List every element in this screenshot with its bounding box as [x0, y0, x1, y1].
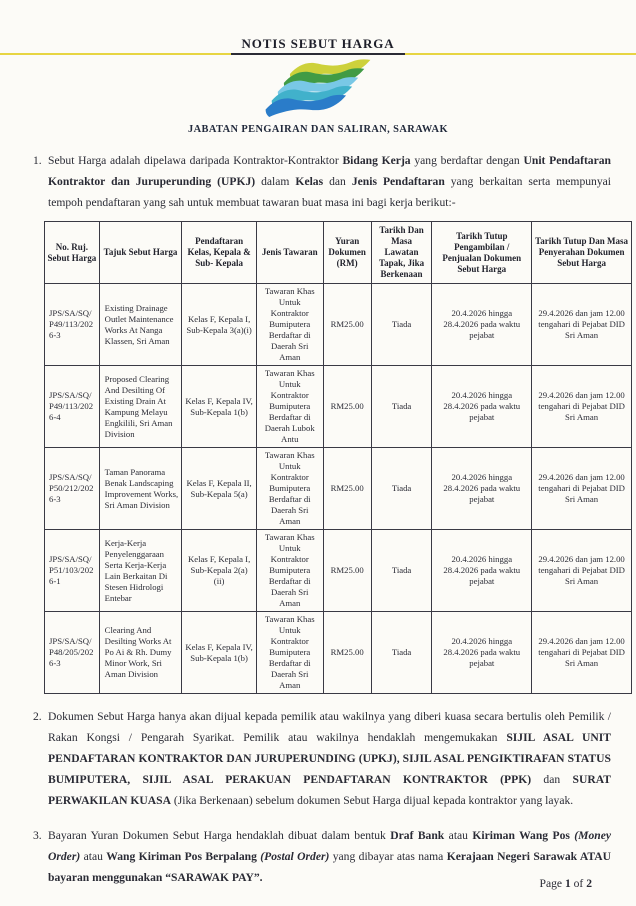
table-cell: Taman Panorama Benak Landscaping Improvement Works, Sri Aman Division: [99, 448, 182, 530]
column-header: Tarikh Tutup Pengambilan / Penjualan Dokumen Sebut Harga: [432, 222, 532, 284]
table-cell: Kelas F, Kepala II, Sub-Kepala 5(a): [182, 448, 256, 530]
table-cell: Tawaran Khas Untuk Kontraktor Bumiputera Berdaftar di Daerah Lubok Antu: [256, 366, 323, 448]
table-cell: Tiada: [371, 530, 432, 612]
paragraph-text: [48, 150, 611, 213]
text-segment: SIJIL ASAL UNIT PENDAFTARAN KONTRAKTOR DAN JURUPERUNDING (UPKJ), SIJIL ASAL PENGIKTIRAFAN STATUS BUMIPUTERA, SIJIL ASAL PERAKUAN PENDAFTARAN KONTRAKTOR (PPK): [48, 731, 612, 786]
table-cell: Tawaran Khas Untuk Kontraktor Bumiputera Berdaftar di Daerah Sri Aman: [256, 448, 323, 530]
table-cell: 20.4.2026 hingga 28.4.2026 pada waktu pejabat: [432, 284, 532, 366]
text-segment: Unit Pendaftaran Kontraktor dan Juruperunding (UPKJ): [48, 154, 611, 188]
text-segment: Kerajaan Negeri Sarawak ATAU bayaran menggunakan “SARAWAK PAY”.: [48, 850, 612, 884]
table-cell: JPS/SA/SQ/P49/113/2026-4: [45, 366, 100, 448]
column-header: Yuran Dokumen (RM): [323, 222, 371, 284]
title-band: [0, 36, 636, 55]
table-cell: 29.4.2026 dan jam 12.00 tengahari di Pejabat DID Sri Aman: [532, 448, 632, 530]
text-segment: Draf Bank: [390, 829, 445, 842]
wave-bands: [266, 59, 371, 117]
text-segment: SURAT PERWAKILAN KUASA: [48, 773, 611, 807]
column-header: Jenis Tawaran: [256, 222, 323, 284]
text-segment: Kiriman Wang Pos: [472, 829, 570, 842]
text-segment: yang berkaitan serta mempunyai tempoh pendaftaran yang sah untuk membuat tawaran buat masa ini bagi kerja berikut:-: [48, 175, 611, 209]
text-segment: 2: [586, 877, 592, 890]
table-cell: 29.4.2026 dan jam 12.00 tengahari di Pejabat DID Sri Aman: [532, 366, 632, 448]
text-segment: Bayaran Yuran Dokumen Sebut Harga hendaklah dibuat dalam bentuk: [48, 829, 391, 842]
table-cell: Tawaran Khas Untuk Kontraktor Bumiputera Berdaftar di Daerah Sri Aman: [256, 612, 323, 694]
table-row: [45, 284, 632, 366]
text-segment: (Postal Order): [260, 850, 330, 863]
did-sarawak-waves-logo: [264, 59, 372, 117]
table-cell: 20.4.2026 hingga 28.4.2026 pada waktu pejabat: [432, 530, 532, 612]
table-cell: JPS/SA/SQ/P51/103/2026-1: [45, 530, 100, 612]
table-cell: Kelas F, Kepala IV, Sub-Kepala 1(b): [182, 612, 256, 694]
table-row: [45, 530, 632, 612]
paragraph-number: 2.: [33, 710, 42, 723]
table-cell: Tiada: [371, 448, 432, 530]
yellow-rule-right: [405, 53, 636, 55]
table-row: [45, 612, 632, 694]
text-segment: 1: [564, 877, 571, 890]
table-cell: Kelas F, Kepala I, Sub-Kepala 3(a)(i): [182, 284, 256, 366]
table-cell: Proposed Clearing And Desilting Of Existing Drain At Kampung Melayu Engkilili, Sri Aman Division: [99, 366, 182, 448]
table-cell: 20.4.2026 hingga 28.4.2026 pada waktu pejabat: [432, 366, 532, 448]
text-segment: Kelas: [295, 175, 324, 188]
text-segment: Dokumen Sebut Harga hanya akan dijual kepada pemilik atau wakilnya yang diberi kuasa secara bertulis oleh Pemilik / Rakan Kongsi / Pengarah Syarikat. Pemilik atau wakilnya hendaklah mengemukakan: [48, 710, 611, 744]
column-header: No. Ruj. Sebut Harga: [45, 222, 100, 284]
text-segment: dalam: [255, 175, 296, 188]
table-cell: RM25.00: [323, 366, 371, 448]
table-cell: Tiada: [371, 612, 432, 694]
table-cell: Existing Drainage Outlet Maintenance Works At Nanga Klassen, Sri Aman: [99, 284, 182, 366]
paragraph-text: [48, 706, 611, 811]
table-cell: 20.4.2026 hingga 28.4.2026 pada waktu pejabat: [432, 612, 532, 694]
table-cell: RM25.00: [323, 284, 371, 366]
table-cell: Tawaran Khas Untuk Kontraktor Bumiputera Berdaftar di Daerah Sri Aman: [256, 530, 323, 612]
table-cell: 20.4.2026 hingga 28.4.2026 pada waktu pejabat: [432, 448, 532, 530]
column-header: Tarikh Tutup Dan Masa Penyerahan Dokumen Sebut Harga: [532, 222, 632, 284]
text-segment: (Jika Berkenaan) sebelum dokumen Sebut Harga dijual kepada kontraktor yang layak.: [170, 794, 574, 807]
table-row: [45, 366, 632, 448]
text-segment: Bidang Kerja: [342, 154, 411, 167]
text-segment: Wang Kiriman Pos Berpalang: [106, 850, 257, 863]
table-cell: 29.4.2026 dan jam 12.00 tengahari di Pejabat DID Sri Aman: [532, 612, 632, 694]
paragraph-1: [33, 150, 611, 213]
table-row: [45, 448, 632, 530]
column-header: Tajuk Sebut Harga: [99, 222, 182, 284]
table-cell: Tiada: [371, 284, 432, 366]
paragraph-2: [33, 706, 611, 811]
table-cell: Kerja-Kerja Penyelenggaraan Serta Kerja-Kerja Lain Berkaitan Di Stesen Hidrologi Entebar: [99, 530, 182, 612]
logo-wrap: [0, 59, 636, 122]
table-cell: RM25.00: [323, 530, 371, 612]
text-segment: Sebut Harga adalah dipelawa daripada Kontraktor-Kontraktor: [48, 154, 343, 167]
tender-table: [44, 221, 632, 694]
text-segment: dan: [531, 773, 573, 786]
table-cell: Tawaran Khas Untuk Kontraktor Bumiputera Berdaftar di Daerah Sri Aman: [256, 284, 323, 366]
table-cell: 29.4.2026 dan jam 12.00 tengahari di Pejabat DID Sri Aman: [532, 530, 632, 612]
text-segment: Jenis Pendaftaran: [351, 175, 445, 188]
table-header-row: [45, 222, 632, 284]
page-indicator: [540, 877, 593, 890]
text-segment: Page: [539, 877, 565, 890]
table-cell: JPS/SA/SQ/P49/113/2026-3: [45, 284, 100, 366]
column-header: Tarikh Dan Masa Lawatan Tapak, Jika Berkenaan: [371, 222, 432, 284]
table-head: [45, 222, 632, 284]
table-cell: RM25.00: [323, 448, 371, 530]
text-segment: dan: [323, 175, 352, 188]
table-cell: Tiada: [371, 366, 432, 448]
table-cell: RM25.00: [323, 612, 371, 694]
paragraph-number: 1.: [33, 154, 42, 167]
table-cell: JPS/SA/SQ/P50/212/2026-3: [45, 448, 100, 530]
table-cell: Kelas F, Kepala I, Sub-Kepala 2(a)(ii): [182, 530, 256, 612]
table-cell: Kelas F, Kepala IV, Sub-Kepala 1(b): [182, 366, 256, 448]
paragraph-3: [33, 825, 611, 888]
paragraph-text: [48, 825, 611, 888]
paragraph-number: 3.: [33, 829, 42, 842]
table-cell: 29.4.2026 dan jam 12.00 tengahari di Pejabat DID Sri Aman: [532, 284, 632, 366]
text-segment: (Money Order): [48, 829, 612, 863]
org-name: JABATAN PENGAIRAN DAN SALIRAN, SARAWAK: [188, 124, 448, 135]
text-segment: yang dibayar atas nama: [329, 850, 447, 863]
text-segment: of: [570, 877, 587, 890]
table-cell: Clearing And Desilting Works At Po Ai & Rh. Dumy Minor Work, Sri Aman Division: [99, 612, 182, 694]
table-body: [45, 284, 632, 694]
text-segment: atau: [444, 829, 473, 842]
text-segment: atau: [80, 850, 107, 863]
table-cell: JPS/SA/SQ/P48/205/2026-3: [45, 612, 100, 694]
column-header: Pendaftaran Kelas, Kepala & Sub- Kepala: [182, 222, 256, 284]
page-title: NOTIS SEBUT HARGA: [231, 36, 404, 55]
text-segment: yang berdaftar dengan: [410, 154, 524, 167]
yellow-rule-left: [0, 53, 231, 55]
